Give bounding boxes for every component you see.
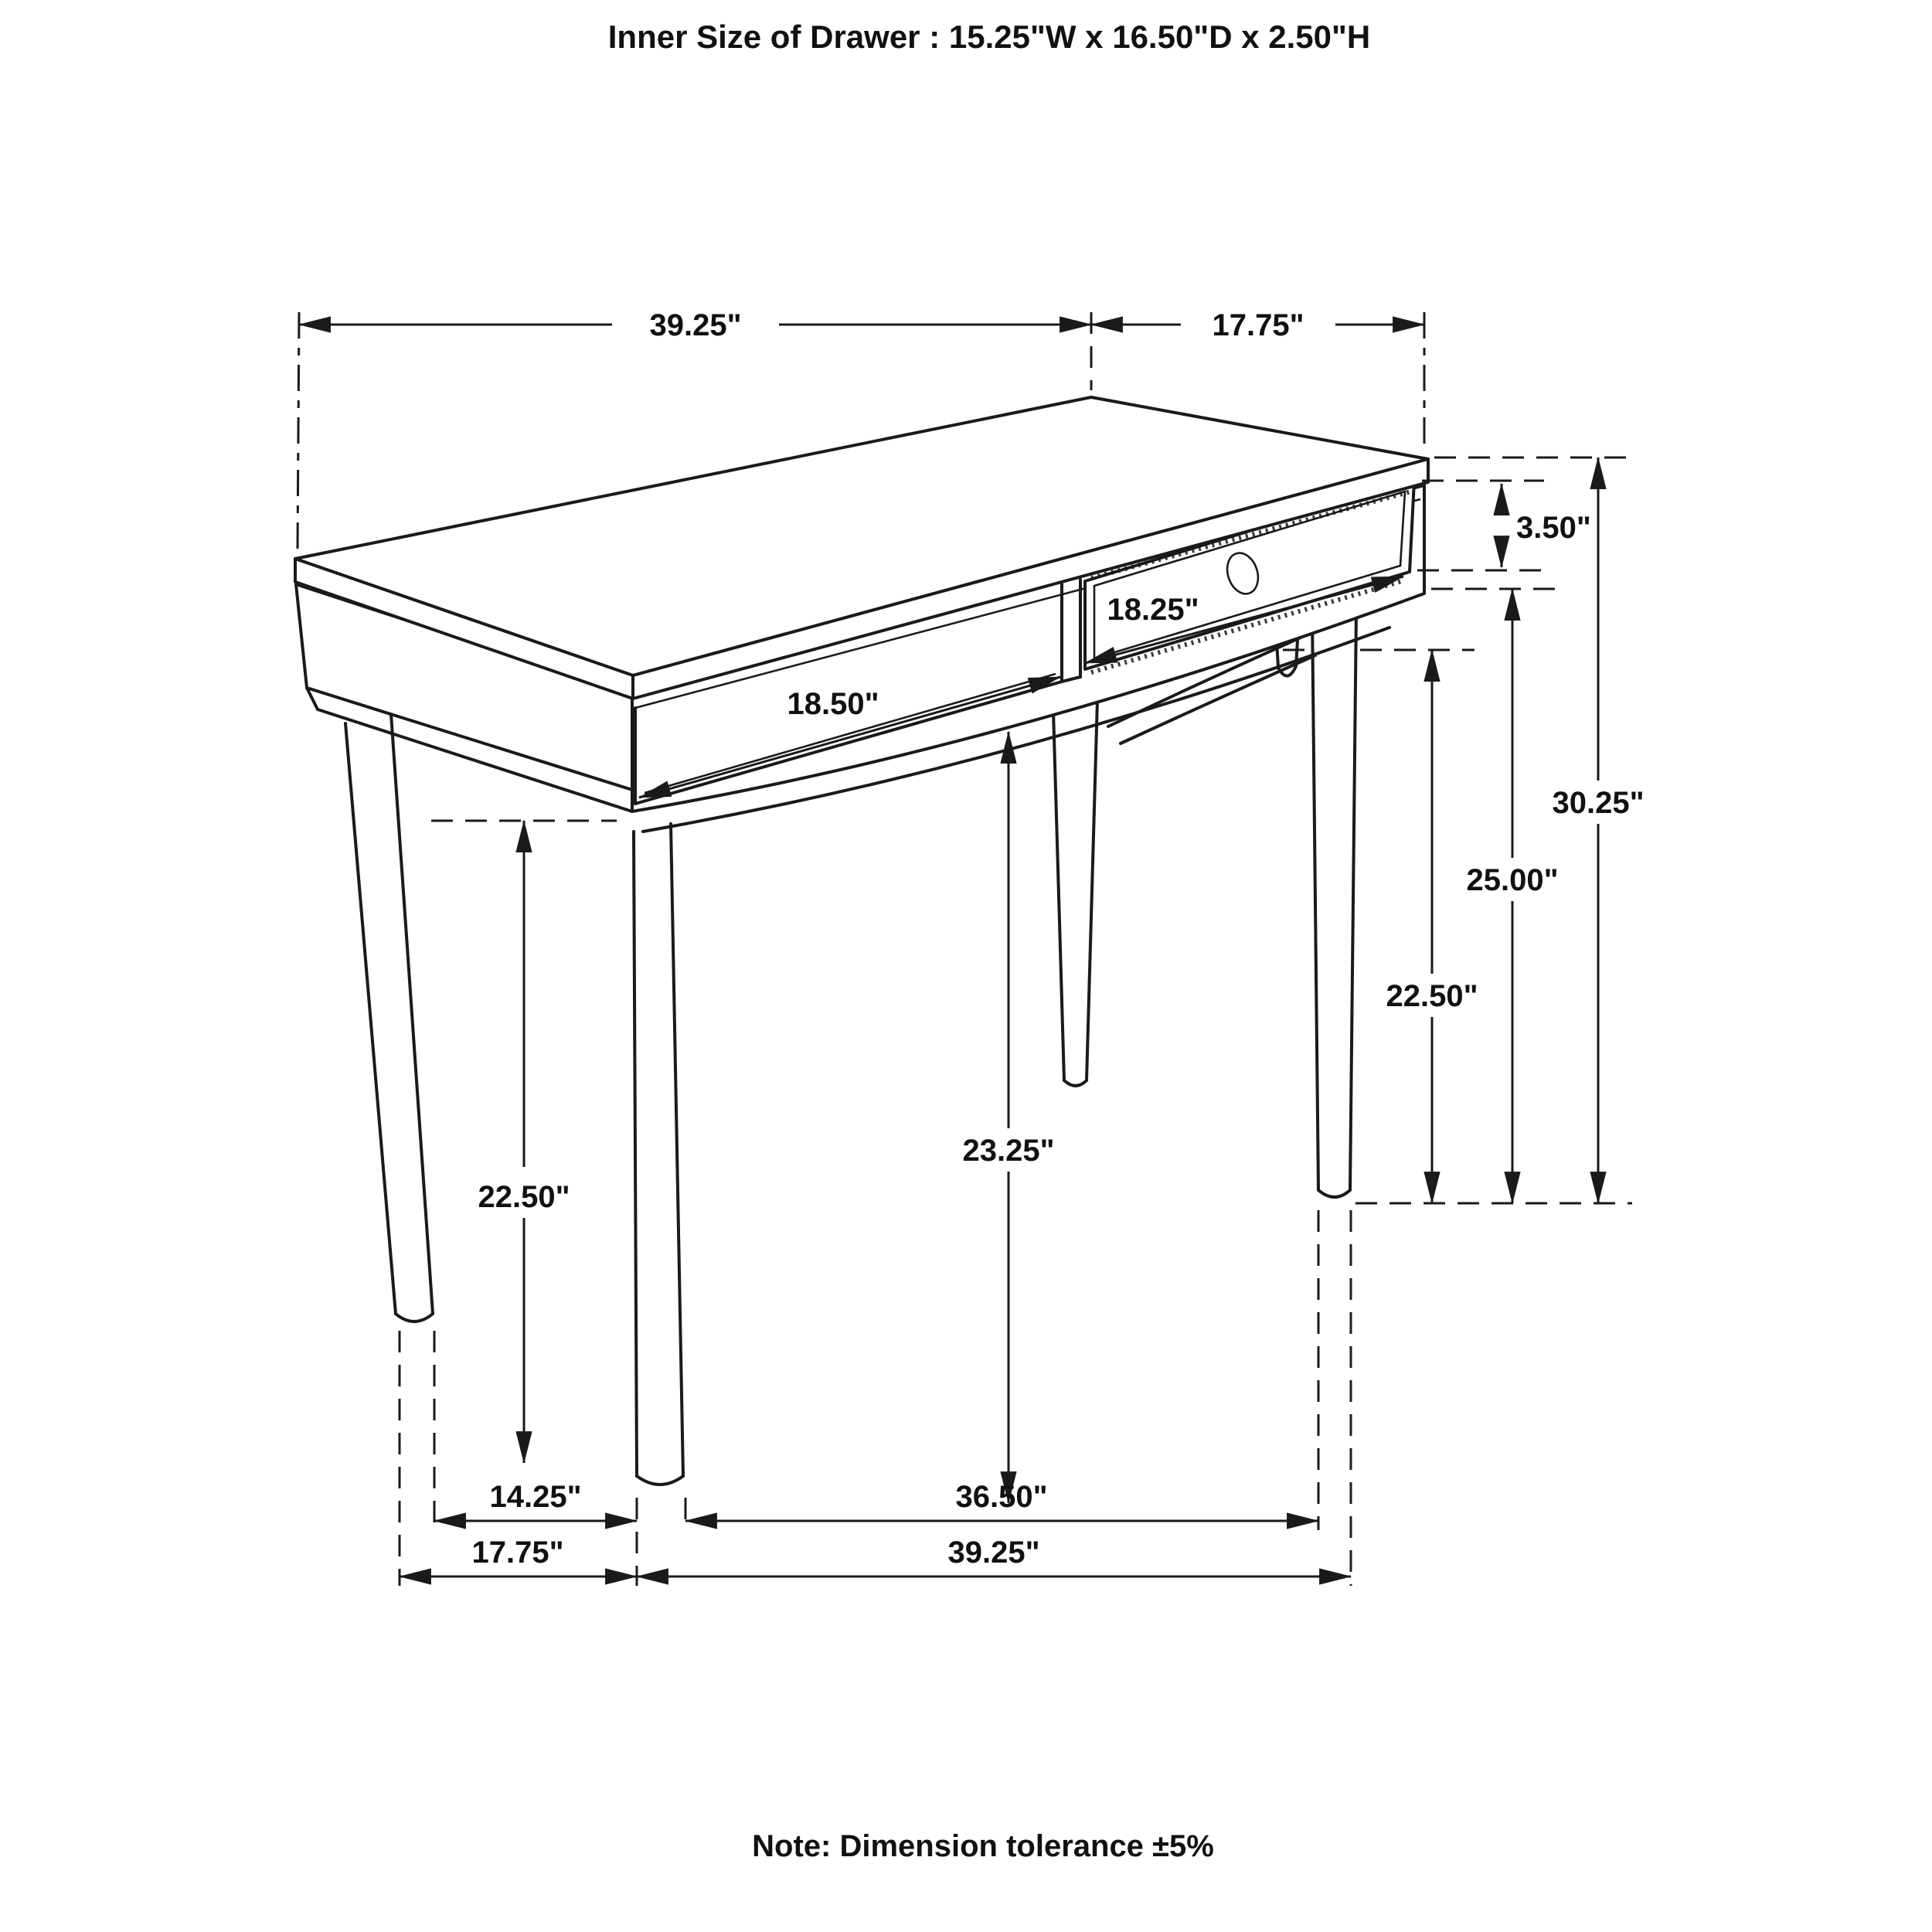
dim-label-right-leg-length: 22.50": [1386, 979, 1478, 1013]
dim-label-drawer-width: 18.25": [1107, 593, 1199, 627]
dim-label-top-width: 39.25": [649, 308, 742, 342]
dim-label-feet-overall-width: 39.25": [947, 1536, 1040, 1570]
dim-label-shelf-width: 18.50": [787, 687, 879, 721]
dim-feet-side-span: [400, 1536, 637, 1577]
dim-feet-inner-span: [434, 1480, 637, 1521]
dim-feet-overall-width: [637, 1536, 1351, 1577]
dim-label-overall-height: 30.25": [1552, 786, 1645, 820]
desk-drawing: [295, 397, 1428, 1485]
dim-left-leg-length: [431, 821, 617, 1463]
dim-label-feet-inner-span: 14.25": [489, 1480, 582, 1514]
dim-label-feet-side-span: 17.75": [471, 1536, 564, 1570]
dim-label-feet-front-span: 36.50": [955, 1480, 1048, 1514]
dim-label-knee-clearance: 23.25": [962, 1134, 1055, 1168]
leg-front-left: [634, 824, 683, 1485]
dim-knee-clearance: [962, 732, 1054, 1503]
dim-underside-height: [1431, 589, 1559, 1203]
page-title: Inner Size of Drawer : 15.25"W x 16.50"D x 2.50"H: [607, 19, 1371, 55]
tolerance-note: Note: Dimension tolerance ±5%: [752, 1829, 1214, 1863]
feet-extension-lines: [400, 1210, 1351, 1586]
dim-label-left-leg-length: 22.50": [478, 1180, 570, 1214]
dim-label-underside-height: 25.00": [1466, 863, 1559, 897]
dim-label-top-depth: 17.75": [1212, 308, 1304, 342]
dim-label-drawer-face-height: 3.50": [1516, 511, 1591, 545]
leg-front-right: [1312, 609, 1356, 1197]
dim-feet-front-span: [685, 1480, 1318, 1521]
leg-back-right: [1053, 699, 1097, 1086]
dim-drawer-face-height: [1417, 481, 1591, 570]
leg-back-left: [345, 714, 433, 1321]
